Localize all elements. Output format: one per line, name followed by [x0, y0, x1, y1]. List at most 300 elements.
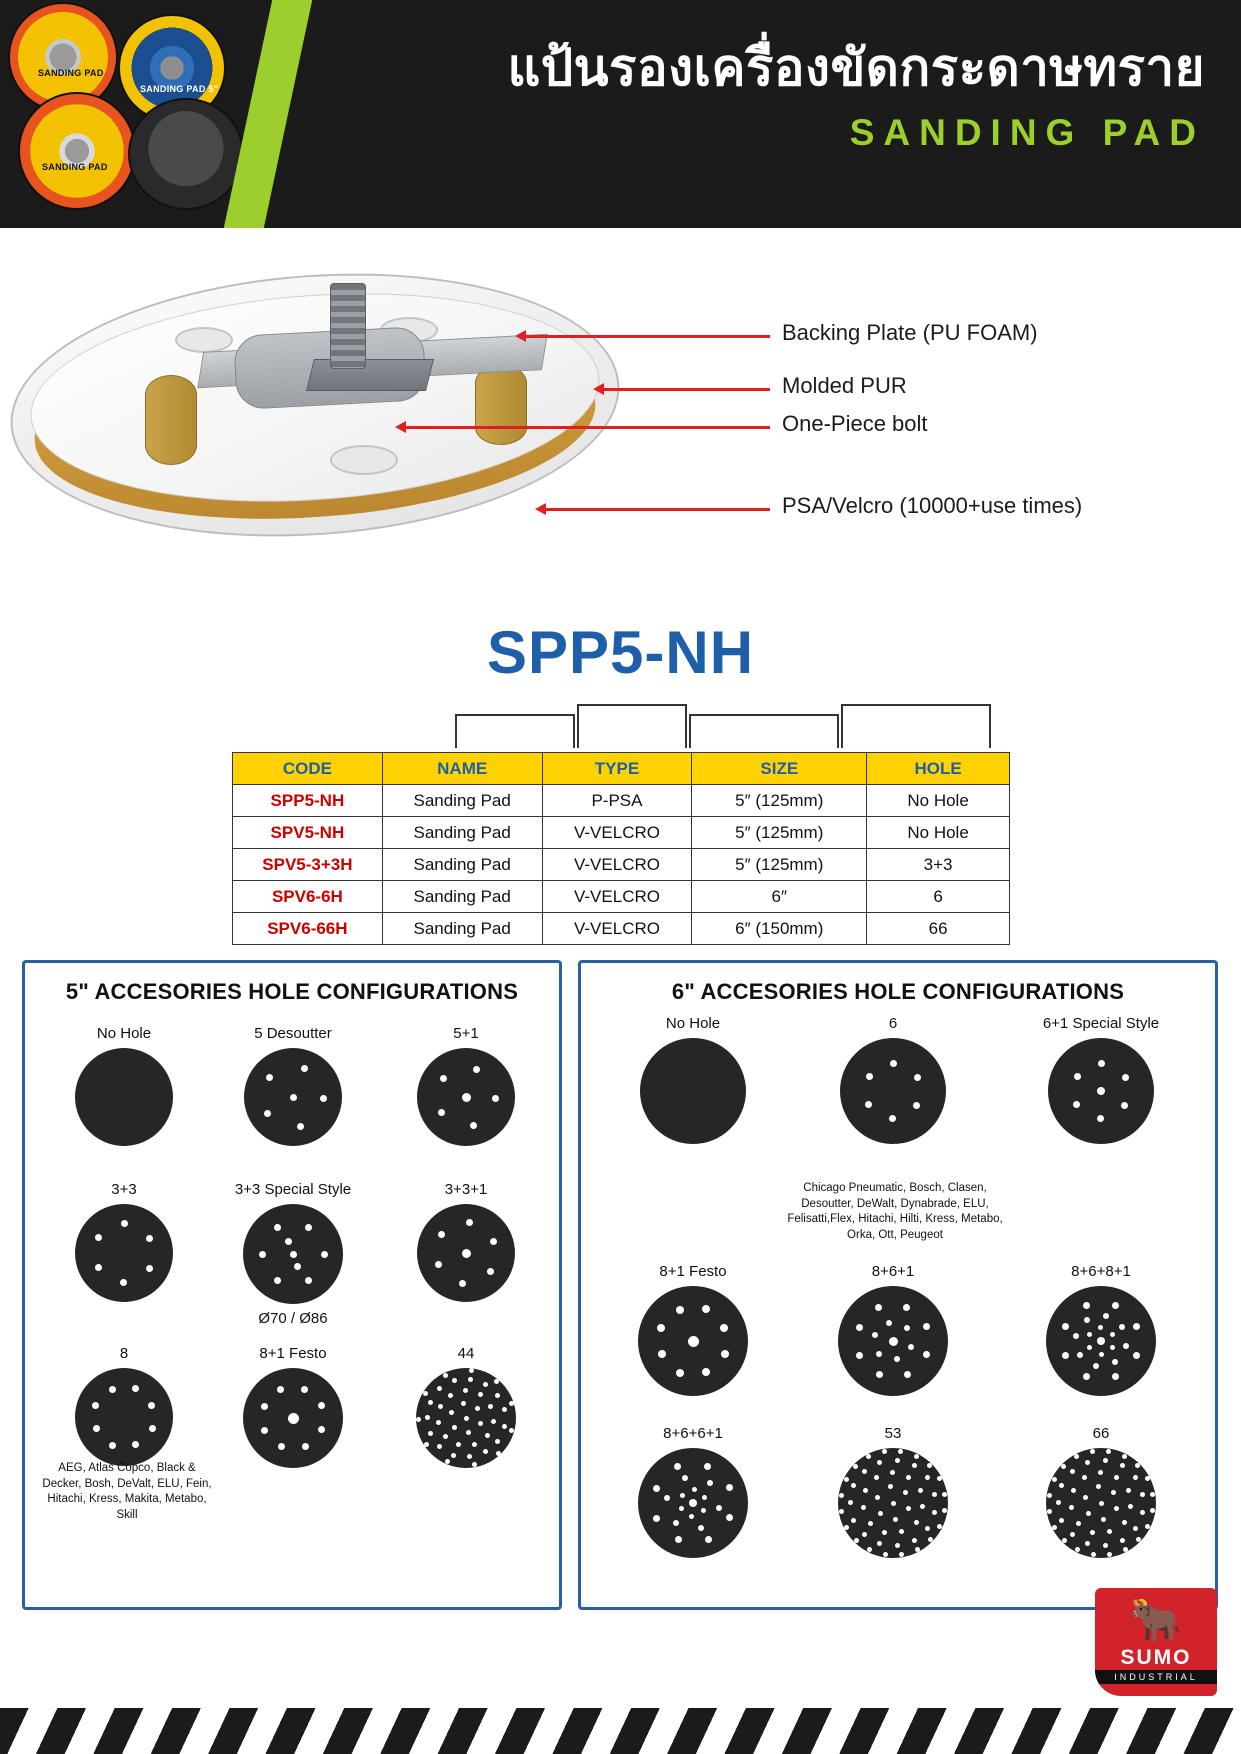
- photo-caption-2: SANDING PAD 5": [140, 84, 219, 94]
- config-disc: [1046, 1286, 1156, 1396]
- hole-dot: [890, 1470, 895, 1475]
- hole-dot: [702, 1495, 707, 1500]
- hole-dot: [899, 1552, 904, 1557]
- table-header-hole: HOLE: [867, 753, 1010, 785]
- hole-dot: [1093, 1363, 1099, 1369]
- hole-dot: [923, 1351, 930, 1358]
- hole-dot: [851, 1483, 856, 1488]
- hole-dot: [914, 1454, 919, 1459]
- hole-dot: [492, 1095, 499, 1102]
- config-label: 5+1: [453, 1025, 479, 1042]
- hole-dot: [904, 1325, 910, 1331]
- hole-dot: [698, 1525, 704, 1531]
- hole-dot: [851, 1518, 856, 1523]
- hole-dot: [653, 1485, 660, 1492]
- config-disc: [75, 1368, 173, 1466]
- cell-hole: No Hole: [867, 817, 1010, 849]
- hole-dot: [1128, 1504, 1133, 1509]
- logo-brand-text: SUMO: [1120, 1646, 1192, 1669]
- config-disc: [638, 1286, 748, 1396]
- callout-arrow-psa-velcro: [545, 508, 770, 511]
- hole-dot: [689, 1514, 694, 1519]
- panel-5-brand-note: AEG, Atlas Copco, Black & Decker, Bosh, DeValt, ELU, Fein, Hitachi, Kress, Makita, Metabo, Skill: [42, 1462, 212, 1521]
- page-header: [0, 0, 1241, 228]
- hole-dot: [1107, 1529, 1112, 1534]
- cell-size: 6″ (150mm): [692, 913, 867, 945]
- product-photo-disc-4: [128, 98, 244, 210]
- hole-dot: [274, 1224, 281, 1231]
- cell-size: 5″ (125mm): [692, 817, 867, 849]
- hole-dot: [1085, 1541, 1090, 1546]
- hole-dot: [1083, 1302, 1090, 1309]
- hole-dot: [449, 1410, 454, 1415]
- hole-dot: [888, 1484, 893, 1489]
- config-label: 3+3: [111, 1181, 137, 1198]
- config-label: 3+3+1: [444, 1181, 488, 1198]
- hole-dot: [925, 1526, 930, 1531]
- photo-caption-1: SANDING PAD: [38, 68, 104, 78]
- hole-dot: [937, 1524, 942, 1529]
- hole-dot: [932, 1492, 937, 1497]
- product-spec-table: [232, 752, 1010, 945]
- config-item-6-8plus6plus1: [803, 1263, 983, 1396]
- hole-dot: [1097, 1115, 1104, 1122]
- hole-dot: [470, 1122, 477, 1129]
- hole-dot: [702, 1368, 710, 1376]
- hole-dot: [494, 1379, 499, 1384]
- callout-backing-plate: Backing Plate (PU FOAM): [782, 320, 1038, 345]
- hole-dot: [1150, 1492, 1155, 1497]
- hole-dot: [1122, 1520, 1127, 1525]
- hole-dot: [707, 1480, 713, 1486]
- hole-dot: [285, 1238, 292, 1245]
- hole-dot: [1110, 1332, 1115, 1337]
- cell-hole: No Hole: [867, 785, 1010, 817]
- hole-dot: [1150, 1508, 1155, 1513]
- hole-dot: [478, 1421, 483, 1426]
- hole-dot: [423, 1391, 428, 1396]
- hole-dot: [1133, 1352, 1140, 1359]
- hole-dot: [320, 1095, 327, 1102]
- hole-dot: [438, 1231, 445, 1238]
- hole-dot: [1114, 1506, 1119, 1511]
- hole-dot: [297, 1123, 304, 1130]
- hole-dot: [1121, 1102, 1128, 1109]
- hole-dot: [478, 1392, 483, 1397]
- hole-dot: [1090, 1530, 1095, 1535]
- hole-dot: [463, 1388, 468, 1393]
- hole-dot: [288, 1413, 299, 1424]
- hole-dot: [876, 1351, 882, 1357]
- hole-dot: [132, 1441, 139, 1448]
- panel-6-title: 6" ACCESORIES HOLE CONFIGURATIONS: [671, 979, 1125, 1004]
- hole-dot: [682, 1475, 688, 1481]
- config-label: 8+6+6+1: [663, 1425, 723, 1442]
- hole-dot: [1062, 1323, 1069, 1330]
- hole-dot: [942, 1508, 947, 1513]
- hole-dot: [1076, 1521, 1081, 1526]
- hole-dot: [918, 1488, 923, 1493]
- config-item-5-44: [391, 1345, 541, 1468]
- hole-dot: [886, 1320, 892, 1326]
- hole-dot: [1071, 1488, 1076, 1493]
- hole-dot: [93, 1425, 100, 1432]
- hole-dot: [495, 1439, 500, 1444]
- config-item-5-3plus3: [49, 1181, 199, 1302]
- hole-dot: [875, 1304, 882, 1311]
- hole-dot: [890, 1060, 897, 1067]
- footer-hazard-stripe: [0, 1708, 1241, 1754]
- hole-dot: [874, 1475, 879, 1480]
- config-label: 53: [884, 1425, 902, 1442]
- hole-dot: [1114, 1475, 1119, 1480]
- config-disc: [640, 1038, 746, 1144]
- hole-dot: [475, 1406, 480, 1411]
- config-disc: [243, 1204, 343, 1304]
- hole-dot: [462, 1093, 471, 1102]
- hole-dot: [1107, 1552, 1112, 1557]
- hole-dot: [882, 1449, 887, 1454]
- cell-name: Sanding Pad: [382, 817, 542, 849]
- callout-arrow-backing-plate: [525, 335, 770, 338]
- cell-name: Sanding Pad: [382, 849, 542, 881]
- hole-dot: [305, 1277, 312, 1284]
- hole-dot: [925, 1475, 930, 1480]
- hole-dot: [1059, 1483, 1064, 1488]
- config-sub-label: Ø70 / Ø86: [258, 1310, 328, 1327]
- config-item-5-8: [49, 1345, 199, 1466]
- config-label: 44: [457, 1345, 475, 1362]
- callout-molded-pur: Molded PUR: [782, 373, 907, 398]
- cell-code: SPV5-3+3H: [233, 849, 383, 881]
- cell-type: P-PSA: [542, 785, 692, 817]
- config-disc: [838, 1286, 948, 1396]
- pad-post: [145, 375, 197, 465]
- hole-dot: [1140, 1510, 1145, 1515]
- hole-dot: [1047, 1493, 1052, 1498]
- config-label: No Hole: [665, 1015, 721, 1032]
- hole-dot: [1070, 1532, 1075, 1537]
- hole-dot: [1110, 1345, 1115, 1350]
- callout-arrow-one-piece-bolt: [405, 426, 770, 429]
- hole-dot: [1091, 1552, 1096, 1557]
- hole-dot: [318, 1402, 325, 1409]
- cell-hole: 3+3: [867, 849, 1010, 881]
- cell-type: V-VELCRO: [542, 913, 692, 945]
- config-item-6-six: [803, 1015, 983, 1144]
- config-disc: [243, 1368, 343, 1468]
- table-row: [233, 785, 1010, 817]
- hole-dot: [443, 1373, 448, 1378]
- hole-dot: [1047, 1509, 1052, 1514]
- sumo-logo: [1095, 1588, 1217, 1696]
- hole-dot: [485, 1433, 490, 1438]
- hole-dot: [1126, 1488, 1131, 1493]
- panel-6-inch-hole-configurations: [578, 960, 1218, 1610]
- hole-dot: [290, 1251, 297, 1258]
- hole-dot: [1052, 1525, 1057, 1530]
- pad-post: [475, 365, 527, 445]
- hole-dot: [490, 1238, 497, 1245]
- product-photo-disc-3: [18, 92, 136, 210]
- config-item-5-desoutter: [203, 1025, 383, 1146]
- hole-dot: [509, 1428, 514, 1433]
- config-disc: [417, 1204, 515, 1302]
- hole-dot: [502, 1424, 507, 1429]
- cell-size: 5″ (125mm): [692, 849, 867, 881]
- hole-dot: [657, 1324, 665, 1332]
- cell-name: Sanding Pad: [382, 881, 542, 913]
- hole-dot: [658, 1350, 666, 1358]
- hole-dot: [261, 1427, 268, 1434]
- hole-dot: [472, 1462, 477, 1467]
- hole-dot: [146, 1265, 153, 1272]
- cell-code: SPV5-NH: [233, 817, 383, 849]
- hole-dot: [674, 1463, 681, 1470]
- hole-dot: [483, 1449, 488, 1454]
- hole-dot: [459, 1280, 466, 1287]
- hole-dot: [664, 1495, 670, 1501]
- hole-dot: [844, 1525, 849, 1530]
- hole-dot: [876, 1371, 883, 1378]
- hole-dot: [95, 1264, 102, 1271]
- cell-name: Sanding Pad: [382, 785, 542, 817]
- hole-dot: [891, 1501, 896, 1506]
- hole-dot: [301, 1386, 308, 1393]
- hole-dot: [1084, 1317, 1090, 1323]
- hole-dot: [1059, 1518, 1064, 1523]
- config-label: 3+3 Special Style: [234, 1181, 352, 1198]
- hole-dot: [906, 1506, 911, 1511]
- hole-dot: [1106, 1449, 1111, 1454]
- hole-dot: [451, 1453, 456, 1458]
- hole-dot: [1136, 1537, 1141, 1542]
- hole-dot: [121, 1220, 128, 1227]
- config-item-6-8plus6plus8plus1: [1003, 1263, 1199, 1396]
- config-disc: [840, 1038, 946, 1144]
- hole-dot: [1052, 1477, 1057, 1482]
- hole-dot: [1070, 1469, 1075, 1474]
- hole-dot: [906, 1475, 911, 1480]
- code-bracket-4: [841, 704, 991, 748]
- hole-dot: [1087, 1332, 1092, 1337]
- hole-dot: [889, 1337, 898, 1346]
- hole-dot: [1112, 1373, 1119, 1380]
- panel-6-brand-note: Chicago Pneumatic, Bosch, Clasen, Desoutter, DeWalt, Dynabrade, ELU, Felisatti,Flex, Hitachi, Hilti, Kress, Metabo, Orka, Ott, Peugeot: [787, 1182, 1003, 1241]
- config-label: 8: [119, 1345, 129, 1362]
- hole-dot: [1099, 1352, 1104, 1357]
- config-label: 8+6+8+1: [1071, 1263, 1131, 1280]
- hole-dot: [1112, 1359, 1118, 1365]
- config-label: No Hole: [96, 1025, 152, 1042]
- hole-dot: [856, 1324, 863, 1331]
- hole-dot: [509, 1401, 514, 1406]
- config-label: 8+1 Festo: [259, 1345, 327, 1362]
- hole-dot: [928, 1537, 933, 1542]
- hole-dot: [1082, 1475, 1087, 1480]
- hole-dot: [1122, 1454, 1127, 1459]
- hole-dot: [903, 1304, 910, 1311]
- hole-dot: [912, 1463, 917, 1468]
- hole-dot: [496, 1451, 501, 1456]
- cell-code: SPV6-66H: [233, 913, 383, 945]
- cell-size: 6″: [692, 881, 867, 913]
- hole-dot: [868, 1521, 873, 1526]
- hole-dot: [688, 1336, 699, 1347]
- hole-dot: [908, 1344, 914, 1350]
- hole-dot: [1097, 1337, 1105, 1345]
- hole-dot: [912, 1538, 917, 1543]
- hole-dot: [1140, 1492, 1145, 1497]
- config-disc: [1046, 1448, 1156, 1558]
- hole-dot: [466, 1430, 471, 1435]
- code-bracket-group: [455, 700, 995, 748]
- hole-dot: [1074, 1454, 1079, 1459]
- hole-dot: [692, 1487, 697, 1492]
- hole-dot: [721, 1350, 729, 1358]
- hole-dot: [839, 1493, 844, 1498]
- cell-type: V-VELCRO: [542, 881, 692, 913]
- table-header-type: TYPE: [542, 753, 692, 785]
- hole-dot: [1112, 1302, 1119, 1309]
- pad-hole: [175, 327, 233, 353]
- hole-dot: [920, 1504, 925, 1509]
- hole-dot: [854, 1538, 859, 1543]
- table-header-row: [233, 753, 1010, 785]
- table-row: [233, 913, 1010, 945]
- hole-dot: [487, 1268, 494, 1275]
- callout-arrow-molded-pur: [603, 388, 770, 391]
- callout-psa-velcro: PSA/Velcro (10000+use times): [782, 493, 1083, 518]
- hole-dot: [472, 1442, 477, 1447]
- hole-dot: [877, 1460, 882, 1465]
- hole-dot: [467, 1454, 472, 1459]
- hole-dot: [435, 1261, 442, 1268]
- hole-dot: [95, 1234, 102, 1241]
- hole-dot: [264, 1110, 271, 1117]
- hole-dot: [452, 1425, 457, 1430]
- hole-dot: [914, 1074, 921, 1081]
- hole-dot: [676, 1306, 684, 1314]
- hole-dot: [1073, 1333, 1079, 1339]
- hole-dot: [428, 1431, 433, 1436]
- hole-dot: [942, 1492, 947, 1497]
- hole-dot: [705, 1536, 712, 1543]
- hole-dot: [483, 1382, 488, 1387]
- page-title-english: SANDING PAD: [849, 112, 1205, 153]
- hole-dot: [277, 1386, 284, 1393]
- hole-dot: [1096, 1484, 1101, 1489]
- config-item-6-8plus1-festo: [603, 1263, 783, 1396]
- hole-dot: [1098, 1060, 1105, 1067]
- hole-dot: [443, 1434, 448, 1439]
- cell-code: SPV6-6H: [233, 881, 383, 913]
- hole-dot: [1074, 1073, 1081, 1080]
- code-bracket-1: [455, 714, 575, 748]
- hole-dot: [1061, 1464, 1066, 1469]
- hole-dot: [149, 1425, 156, 1432]
- hole-dot: [653, 1515, 660, 1522]
- photo-caption-3: SANDING PAD: [42, 162, 108, 172]
- hole-dot: [927, 1463, 932, 1468]
- hole-dot: [862, 1469, 867, 1474]
- hole-dot: [440, 1075, 447, 1082]
- config-disc: [1048, 1038, 1154, 1144]
- hole-dot: [416, 1417, 421, 1422]
- hole-dot: [1145, 1476, 1150, 1481]
- hole-dot: [875, 1495, 880, 1500]
- config-item-6-8plus6plus6plus1: [603, 1425, 783, 1558]
- hole-dot: [865, 1101, 872, 1108]
- config-label: 6+1 Special Style: [1042, 1015, 1160, 1032]
- hole-dot: [1120, 1463, 1125, 1468]
- bolt-base: [306, 359, 434, 391]
- cell-hole: 66: [867, 913, 1010, 945]
- hole-dot: [438, 1404, 443, 1409]
- config-item-5-8plus1-festo: [203, 1345, 383, 1468]
- hole-dot: [1097, 1087, 1105, 1095]
- hole-dot: [473, 1066, 480, 1073]
- hole-dot: [1085, 1460, 1090, 1465]
- config-disc: [244, 1048, 342, 1146]
- hole-dot: [294, 1263, 301, 1270]
- hole-dot: [877, 1541, 882, 1546]
- hole-dot: [466, 1219, 473, 1226]
- cell-size: 5″ (125mm): [692, 785, 867, 817]
- panel-5-inch-hole-configurations: [22, 960, 562, 1610]
- hole-dot: [937, 1476, 942, 1481]
- hole-dot: [701, 1508, 706, 1513]
- hole-dot: [679, 1506, 684, 1511]
- hole-dot: [893, 1517, 898, 1522]
- table-header-size: SIZE: [692, 753, 867, 785]
- hole-dot: [495, 1393, 500, 1398]
- config-item-6-no-hole: [603, 1015, 783, 1144]
- table-header-code: CODE: [233, 753, 383, 785]
- product-photo-collage: [0, 0, 268, 228]
- hole-dot: [437, 1386, 442, 1391]
- hole-dot: [1062, 1538, 1067, 1543]
- hole-dot: [704, 1463, 711, 1470]
- hole-dot: [461, 1401, 466, 1406]
- hole-dot: [109, 1386, 116, 1393]
- page-title-thai: แป้นรองเครื่องขัดกระดาษทราย: [507, 39, 1205, 96]
- hole-dot: [438, 1109, 445, 1116]
- pad-hole: [330, 445, 398, 475]
- hole-dot: [726, 1514, 733, 1521]
- hole-dot: [1133, 1526, 1138, 1531]
- table-header-name: NAME: [382, 753, 542, 785]
- config-disc: [75, 1204, 173, 1302]
- config-item-5-no-hole: [49, 1025, 199, 1146]
- config-label: 8+6+1: [871, 1263, 915, 1280]
- hole-dot: [1098, 1470, 1103, 1475]
- hole-dot: [895, 1458, 900, 1463]
- hole-dot: [716, 1505, 722, 1511]
- hole-dot: [1120, 1538, 1125, 1543]
- callout-one-piece-bolt: One-Piece bolt: [782, 411, 928, 436]
- hole-dot: [702, 1305, 710, 1313]
- hole-dot: [462, 1249, 471, 1258]
- hole-dot: [839, 1509, 844, 1514]
- hole-dot: [302, 1443, 309, 1450]
- cell-type: V-VELCRO: [542, 817, 692, 849]
- hole-dot: [1062, 1352, 1069, 1359]
- config-label: 5 Desoutter: [254, 1025, 332, 1042]
- hole-dot: [261, 1403, 268, 1410]
- hole-dot: [894, 1356, 900, 1362]
- config-item-5-3plus3plus1: [391, 1181, 541, 1302]
